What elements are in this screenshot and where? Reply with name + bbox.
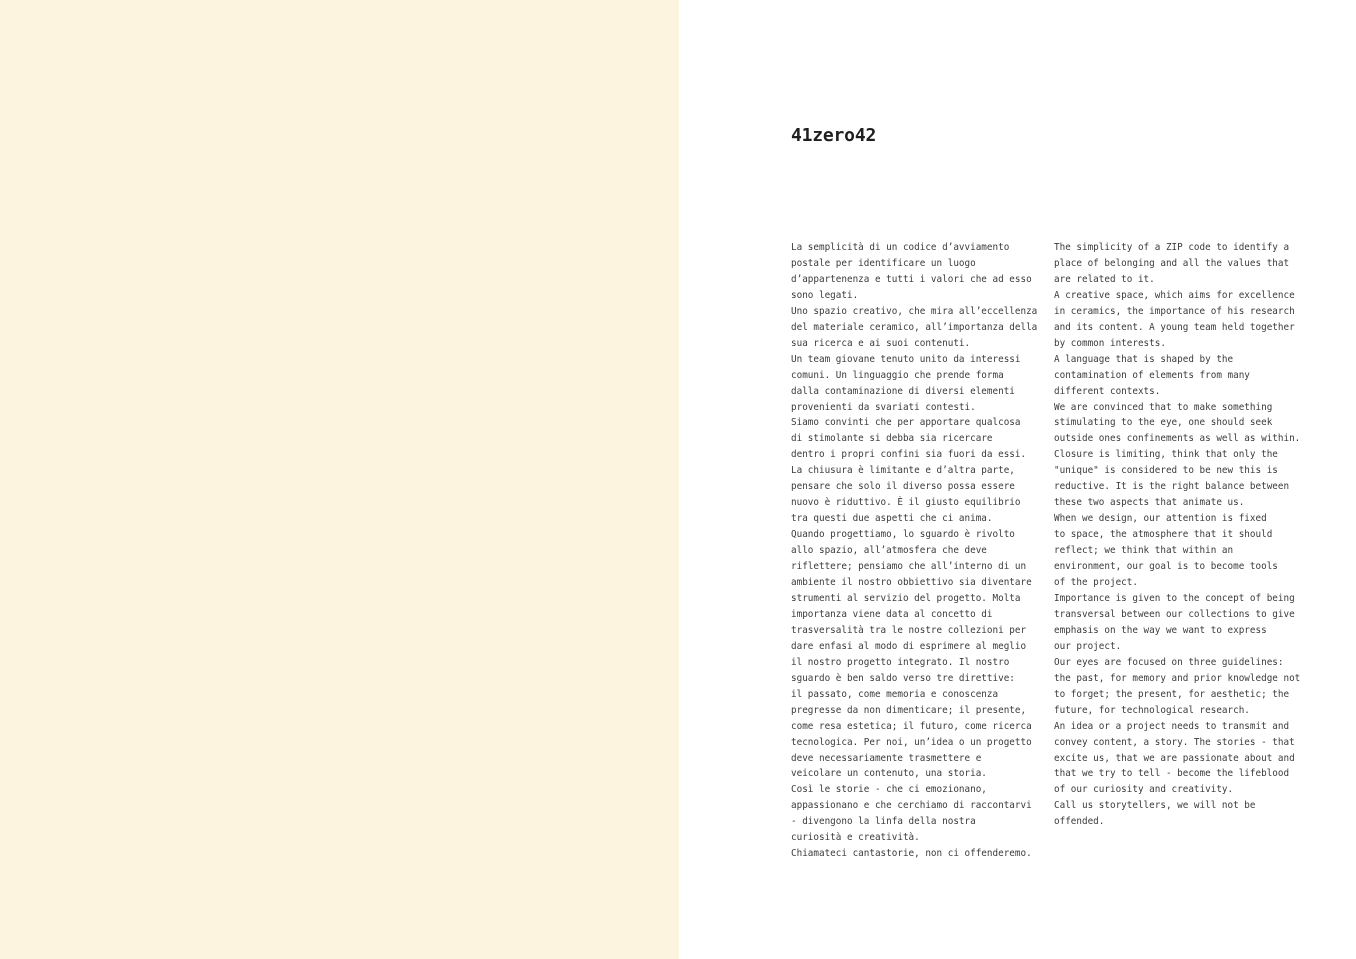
english-text-line: emphasis on the way we want to express: [1054, 624, 1267, 636]
english-text-line: transversal between our collections to give: [1054, 608, 1295, 620]
italian-text-line: dalla contaminazione di diversi elementi: [791, 385, 1015, 397]
english-text-line: the past, for memory and prior knowledge not: [1054, 672, 1301, 684]
english-text-line: by common interests.: [1054, 337, 1166, 349]
english-text-line: in ceramics, the importance of his research: [1054, 305, 1295, 317]
english-text-line: of our curiosity and creativity.: [1054, 784, 1234, 796]
english-text-line: convey content, a story. The stories - that: [1054, 736, 1295, 748]
italian-text-line: deve necessariamente trasmettere e: [791, 752, 982, 764]
italian-text-line: appassionano e che cerchiamo di raccontarvi: [791, 800, 1032, 812]
italian-text-line: il passato, come memoria e conoscenza: [791, 688, 999, 700]
italian-text-line: Siamo convinti che per apportare qualcosa: [791, 417, 1021, 429]
english-text-line: Call us storytellers, we will not be: [1054, 800, 1256, 812]
english-text-line: contamination of elements from many: [1054, 369, 1250, 381]
english-text-line: of the project.: [1054, 577, 1138, 589]
english-text-line: The simplicity of a ZIP code to identify a: [1054, 242, 1290, 253]
page-title: 41zero42: [791, 125, 877, 146]
italian-text-line: riflettere; pensiamo che all’interno di un: [791, 561, 1027, 573]
italian-text-line: La chiusura è limitante e d’altra parte,: [791, 465, 1015, 477]
italian-text-line: - divengono la linfa della nostra: [791, 816, 976, 828]
italian-text-line: La semplicità di un codice d’avviamento: [791, 242, 1010, 253]
english-text-line: Importance is given to the concept of being: [1054, 592, 1295, 604]
italian-text-line: sono legati.: [791, 289, 859, 301]
english-text-line: reductive. It is the right balance between: [1054, 481, 1290, 493]
italian-text-line: tra questi due aspetti che ci anima.: [791, 513, 993, 525]
italian-text-line: comuni. Un linguaggio che prende forma: [791, 369, 1004, 381]
english-text-line: environment, our goal is to become tools: [1054, 561, 1278, 573]
italian-text-line: sua ricerca e ai suoi contenuti.: [791, 337, 971, 349]
english-text-line: outside ones confinements as well as within.: [1054, 433, 1301, 445]
english-text-line: excite us, that we are passionate about and: [1054, 752, 1295, 764]
english-text-line: and its content. A young team held together: [1054, 321, 1295, 333]
italian-text-line: pensare che solo il diverso possa essere: [791, 481, 1015, 493]
italian-text-line: del materiale ceramico, all’importanza della: [791, 321, 1038, 333]
italian-text-line: strumenti al servizio del progetto. Molta: [791, 592, 1021, 604]
italian-text-line: dentro i propri confini sia fuori da essi.: [791, 449, 1027, 461]
italian-text-line: Un team giovane tenuto unito da interessi: [791, 353, 1021, 365]
english-text-line: our project.: [1054, 640, 1122, 652]
italian-text-line: postale per identificare un luogo: [791, 257, 976, 269]
italian-text-line: provenienti da svariati contesti.: [791, 401, 976, 413]
italian-text-line: sguardo è ben saldo verso tre direttive:: [791, 672, 1015, 684]
italian-text-line: pregresse da non dimenticare; il presente,: [791, 704, 1027, 716]
english-text-line: Our eyes are focused on three guidelines:: [1054, 656, 1284, 668]
italian-text-line: tecnologica. Per noi, un’idea o un progetto: [791, 736, 1032, 748]
italian-text-line: come resa estetica; il futuro, come ricerca: [791, 720, 1032, 732]
english-text-line: We are convinced that to make something: [1054, 401, 1273, 413]
english-text-line: "unique" is considered to be new this is: [1054, 465, 1278, 477]
italian-text-line: d’appartenenza e tutti i valori che ad esso: [791, 273, 1032, 285]
italian-text-line: di stimolante si debba sia ricercare: [791, 433, 993, 445]
italian-text-line: nuovo è riduttivo. È il giusto equilibrio: [791, 497, 1021, 509]
english-text-line: different contexts.: [1054, 385, 1161, 397]
english-text-line: these two aspects that animate us.: [1054, 497, 1245, 509]
english-text-line: future, for technological research.: [1054, 704, 1250, 716]
italian-text-line: veicolare un contenuto, una storia.: [791, 768, 987, 780]
italian-text-line: importanza viene data al concetto di: [791, 608, 993, 620]
italian-text-line: Chiamateci cantastorie, non ci offenderemo.: [791, 848, 1032, 860]
english-text-line: stimulating to the eye, one should seek: [1054, 417, 1273, 429]
italian-text-line: Così le storie - che ci emozionano,: [791, 784, 987, 796]
english-text-line: An idea or a project needs to transmit and: [1054, 720, 1290, 732]
english-text-line: that we try to tell - become the lifeblood: [1054, 768, 1290, 780]
english-text-line: offended.: [1054, 816, 1105, 828]
english-text-line: A creative space, which aims for excellence: [1054, 289, 1295, 301]
italian-text-line: Quando progettiamo, lo sguardo è rivolto: [791, 529, 1015, 541]
italian-text-line: dare enfasi al modo di esprimere al meglio: [791, 640, 1027, 652]
italian-text-line: allo spazio, all’atmosfera che deve: [791, 545, 987, 557]
english-text-line: When we design, our attention is fixed: [1054, 513, 1267, 525]
english-text-line: are related to it.: [1054, 273, 1155, 285]
italian-text-line: curiosità e creatività.: [791, 832, 920, 844]
english-text-line: to forget; the present, for aesthetic; the: [1054, 688, 1290, 700]
english-text-line: reflect; we think that within an: [1054, 545, 1234, 557]
italian-text-line: trasversalità tra le nostre collezioni per: [791, 624, 1027, 636]
english-text-line: to space, the atmosphere that it should: [1054, 529, 1273, 541]
italian-text-line: Uno spazio creativo, che mira all’eccellenza: [791, 305, 1038, 317]
english-text-line: Closure is limiting, think that only the: [1054, 449, 1278, 461]
english-text-line: A language that is shaped by the: [1054, 353, 1234, 365]
english-text-column: [1054, 240, 1304, 830]
italian-text-line: ambiente il nostro obbiettivo sia diventare: [791, 577, 1032, 589]
italian-text-line: il nostro progetto integrato. Il nostro: [791, 656, 1010, 668]
italian-text-column: [791, 240, 1041, 862]
english-text-line: place of belonging and all the values that: [1054, 257, 1290, 269]
